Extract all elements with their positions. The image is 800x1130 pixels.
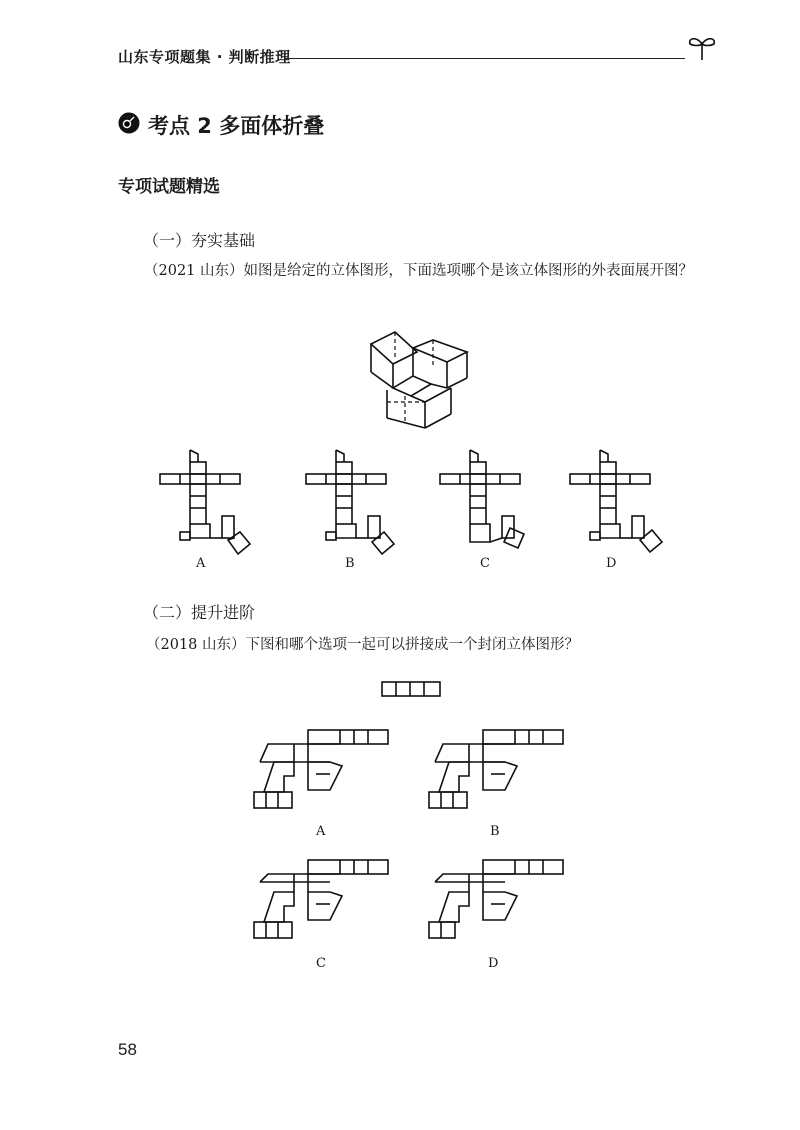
net-option-d (560, 448, 670, 563)
part1-option-label-d: D (606, 556, 617, 571)
part2-label: （二）提升进阶 (143, 603, 256, 622)
header-divider (285, 58, 685, 59)
net-option-a (150, 448, 260, 563)
section-icon (118, 112, 140, 134)
part2-option-label-a: A (316, 824, 326, 839)
part2-option-label-b: B (490, 824, 500, 839)
sprout-icon (682, 32, 722, 62)
section-title: 考点 2 多面体折叠 (148, 114, 325, 138)
sub-title: 专项试题精选 (118, 177, 220, 197)
part2-figure-a (250, 726, 395, 816)
part2-question: （2018 山东）下图和哪个选项一起可以拼接成一个封闭立体图形？ (146, 637, 580, 653)
part2-figure-b (425, 726, 570, 816)
part2-option-label-d: D (488, 956, 499, 971)
part1-option-label-b: B (345, 556, 355, 571)
part2-figure-d (425, 856, 570, 946)
solid-figure (365, 326, 485, 431)
net-option-c (430, 448, 540, 563)
given-strip-figure (380, 680, 444, 700)
header-title: 山东专项题集 · 判断推理 (118, 48, 291, 66)
part2-figure-c (250, 856, 395, 946)
page-number: 58 (118, 1040, 137, 1059)
net-option-b (296, 448, 406, 563)
part1-option-label-c: C (480, 556, 490, 571)
part1-question: （2021 山东）如图是给定的立体图形，下面选项哪个是该立体图形的外表面展开图？ (144, 263, 694, 279)
part1-label: （一）夯实基础 (143, 231, 256, 250)
part1-option-label-a: A (196, 556, 206, 571)
part2-option-label-c: C (316, 956, 326, 971)
